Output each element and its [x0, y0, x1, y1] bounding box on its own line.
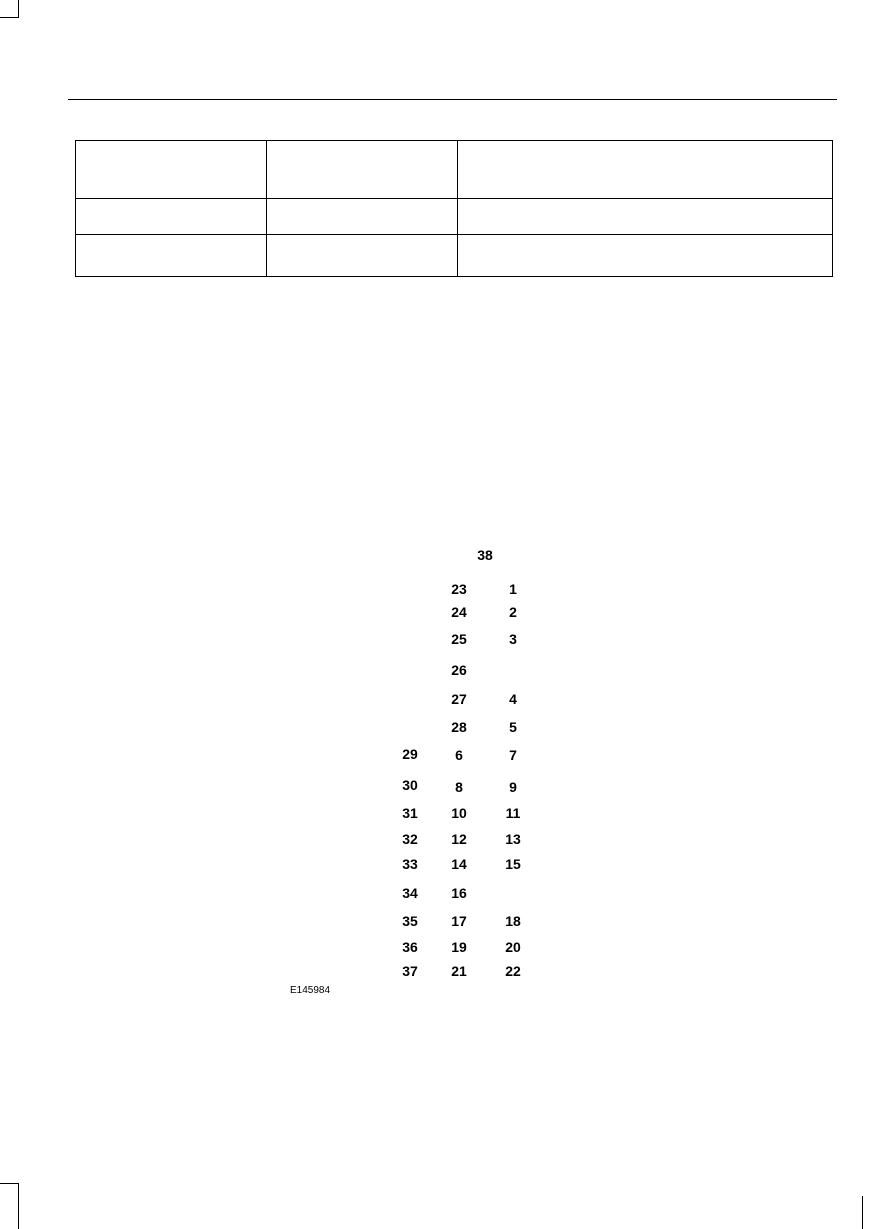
- fuse-label-12: 12: [451, 831, 467, 847]
- fuse-label-14: 14: [451, 856, 467, 872]
- fuse-label-19: 19: [451, 939, 467, 955]
- fuse-label-20: 20: [505, 939, 521, 955]
- figure-id: E145984: [290, 985, 331, 996]
- fuse-label-22: 22: [505, 963, 521, 979]
- fuse-label-27: 27: [451, 691, 467, 707]
- fuse-label-38: 38: [477, 547, 493, 563]
- fuse-label-30: 30: [402, 777, 418, 793]
- fuse-label-9: 9: [509, 779, 517, 795]
- fuse-label-36: 36: [402, 939, 418, 955]
- fuse-label-33: 33: [402, 856, 418, 872]
- fuse-label-37: 37: [402, 963, 418, 979]
- fuse-label-7: 7: [509, 747, 517, 763]
- fuse-label-32: 32: [402, 831, 418, 847]
- fuse-label-18: 18: [505, 913, 521, 929]
- fuse-label-3: 3: [509, 631, 517, 647]
- fuse-label-25: 25: [451, 631, 467, 647]
- fuse-label-2: 2: [509, 604, 517, 620]
- fuse-label-35: 35: [402, 913, 418, 929]
- fuse-label-5: 5: [509, 719, 517, 735]
- fuse-label-26: 26: [451, 662, 467, 678]
- fuse-label-13: 13: [505, 831, 521, 847]
- fuse-label-34: 34: [402, 885, 418, 901]
- fuse-label-28: 28: [451, 719, 467, 735]
- fuse-label-1: 1: [509, 581, 517, 597]
- fuse-label-11: 11: [505, 805, 521, 821]
- fuse-label-17: 17: [451, 913, 467, 929]
- fuse-label-16: 16: [451, 885, 467, 901]
- fuse-label-15: 15: [505, 856, 521, 872]
- fuse-label-23: 23: [451, 581, 467, 597]
- fuse-label-4: 4: [509, 691, 517, 707]
- fuse-label-24: 24: [451, 604, 467, 620]
- fuse-label-29: 29: [402, 746, 418, 762]
- fuse-label-6: 6: [455, 747, 463, 763]
- fuse-label-8: 8: [455, 779, 463, 795]
- fuse-label-10: 10: [451, 805, 467, 821]
- fuse-label-21: 21: [451, 963, 467, 979]
- fuse-label-31: 31: [402, 805, 418, 821]
